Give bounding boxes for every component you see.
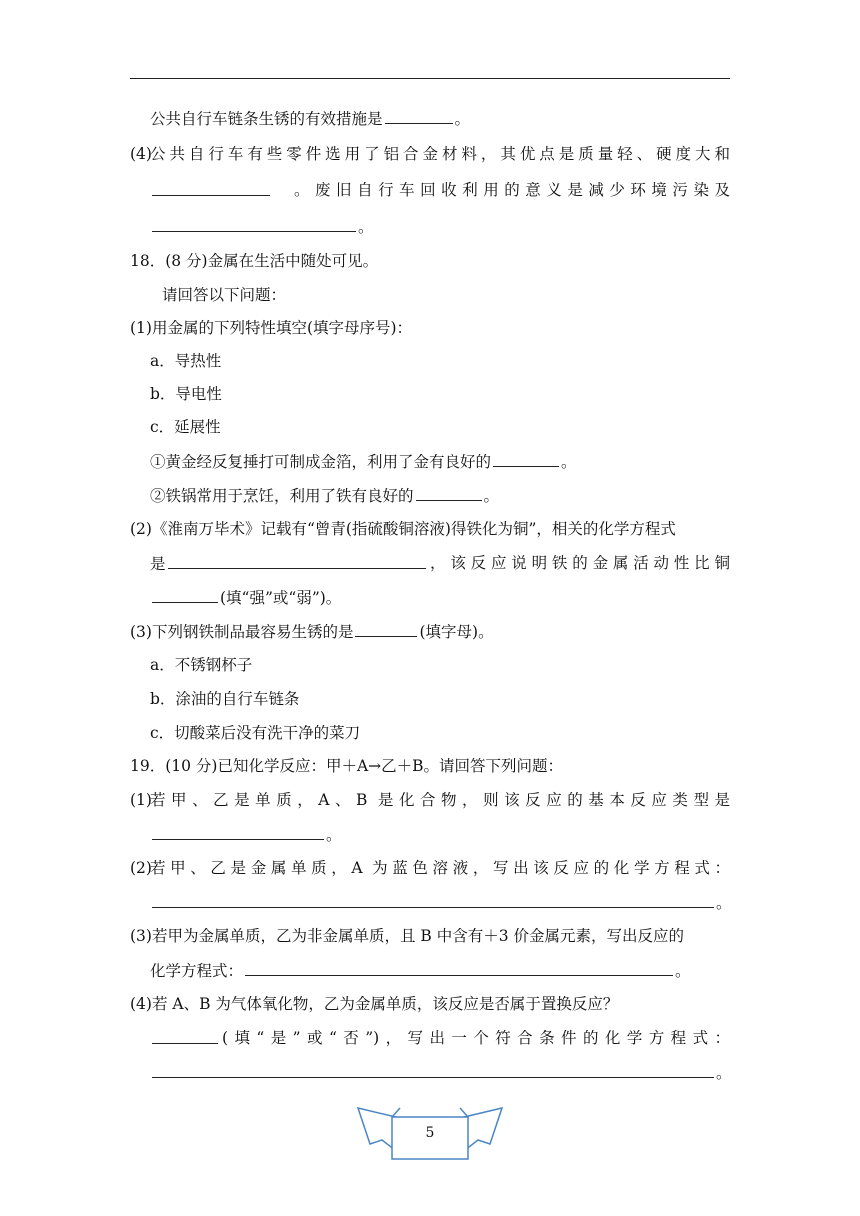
- question-number: (2): [130, 859, 152, 877]
- text: 。: [454, 110, 471, 128]
- answer-blank[interactable]: [355, 621, 417, 637]
- answer-blank[interactable]: [152, 1062, 714, 1078]
- text-line: [150, 553, 428, 574]
- answer-blank[interactable]: [152, 216, 356, 232]
- question-number: (1): [130, 791, 152, 809]
- text-line: (2)《淮南万毕术》记载有“曾青(指硫酸铜溶液)得铁化为铜”，相关的化学方程式: [130, 520, 676, 538]
- text: (填字母)。: [419, 623, 494, 641]
- text-line: [150, 892, 732, 913]
- text: 公共自行车链条生锈的有效措施是: [150, 110, 383, 128]
- question-title: 18．(8 分)金属在生活中随处可见。: [130, 252, 379, 270]
- option: b．导电性: [150, 385, 222, 403]
- answer-blank[interactable]: [152, 1028, 218, 1044]
- answer-blank[interactable]: [152, 587, 218, 603]
- option: c．延展性: [150, 418, 221, 436]
- text-line: [150, 451, 577, 472]
- text-line: [150, 216, 374, 237]
- text: 是: [150, 555, 166, 573]
- text-line: 。废旧自行车回收利用的意义是减少环境污染及: [294, 181, 730, 199]
- text: 。: [561, 453, 577, 471]
- text-line: [150, 587, 341, 608]
- text-line: [150, 960, 691, 981]
- text-line: [150, 108, 470, 129]
- text: 。: [675, 962, 691, 980]
- answer-blank[interactable]: [245, 960, 673, 976]
- answer-blank[interactable]: [152, 892, 714, 908]
- text-line: ，该反应说明铁的金属活动性比铜: [430, 554, 730, 572]
- text: ①黄金经反复捶打可制成金箔，利用了金有良好的: [150, 453, 492, 471]
- question-number: (4): [130, 145, 152, 163]
- text-line: [150, 824, 342, 845]
- page-number: 5: [425, 1125, 435, 1141]
- question-title: 19．(10 分)已知化学反应：甲＋A→乙＋B。请回答下列问题：: [130, 757, 564, 775]
- header-rule: [130, 78, 730, 79]
- text: (3)下列钢铁制品最容易生锈的是: [130, 623, 354, 641]
- text-line: (4)若 A、B 为气体氧化物，乙为金属单质，该反应是否属于置换反应？: [130, 995, 619, 1013]
- answer-blank-line: [150, 180, 272, 201]
- answer-blank[interactable]: [385, 108, 453, 124]
- option: a．导热性: [150, 352, 222, 370]
- option: b．涂油的自行车链条: [150, 690, 300, 708]
- text-line: [150, 485, 499, 506]
- answer-blank[interactable]: [416, 485, 482, 501]
- option: a．不锈钢杯子: [150, 656, 253, 674]
- ribbon-fold-left: [392, 1108, 400, 1117]
- text-line: [130, 621, 494, 642]
- text: 。: [358, 218, 374, 236]
- answer-blank[interactable]: [152, 180, 270, 196]
- answer-blank[interactable]: [493, 451, 559, 467]
- text: 化学方程式：: [150, 962, 244, 980]
- text: 。: [716, 894, 732, 912]
- text: (填“强”或“弱”)。: [220, 589, 342, 607]
- text: ②铁锅常用于烹饪，利用了铁有良好的: [150, 487, 414, 505]
- option: c．切酸菜后没有洗干净的菜刀: [150, 724, 361, 742]
- text-line: (填“是”或“否”)，写出一个符合条件的化学方程式：: [222, 1029, 730, 1047]
- text-line: (1)用金属的下列特性填空(填字母序号)：: [130, 319, 413, 337]
- text-line: 若甲、乙是单质，A、B 是化合物，则该反应的基本反应类型是: [150, 791, 730, 809]
- answer-blank[interactable]: [152, 824, 324, 840]
- text-line: 公共自行车有些零件选用了铝合金材料，其优点是质量轻、硬度大和: [150, 145, 730, 163]
- answer-blank[interactable]: [168, 553, 426, 569]
- ribbon-fold-right: [460, 1108, 468, 1117]
- text-line: (3)若甲为金属单质，乙为非金属单质，且 B 中含有＋3 价金属元素，写出反应的: [130, 927, 684, 945]
- text: 。: [483, 487, 500, 505]
- text-line: 请回答以下问题：: [162, 286, 287, 304]
- text: 。: [326, 826, 342, 844]
- text: 。: [716, 1064, 732, 1082]
- answer-blank-line: [150, 1028, 220, 1049]
- text-line: [150, 1062, 732, 1083]
- text-line: 若甲、乙是金属单质，A 为蓝色溶液，写出该反应的化学方程式：: [150, 859, 730, 877]
